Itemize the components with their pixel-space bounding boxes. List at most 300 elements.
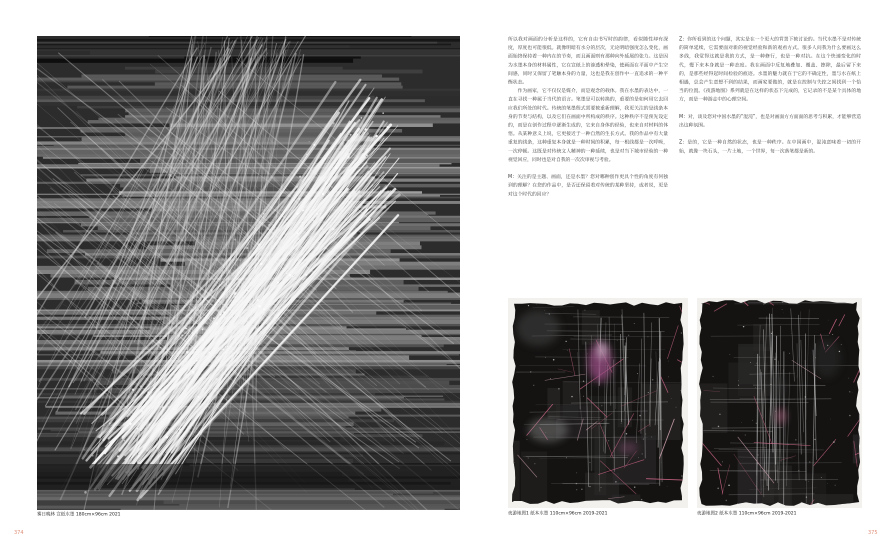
ink-speck	[296, 186, 298, 188]
ink-speck	[289, 274, 292, 277]
ink-speck	[263, 308, 265, 310]
ink-speck	[806, 496, 807, 497]
ink-speck	[798, 470, 799, 471]
ink-speck	[321, 228, 323, 230]
ink-speck	[304, 168, 305, 169]
ink-speck	[642, 453, 643, 454]
ink-speck	[366, 154, 368, 156]
ink-speck	[148, 392, 149, 393]
column-1-paragraph: 所以我对画面的分析是这样的，它有自由书写时的韵律，看似随性却有深度，厚度也可能很低。就像明暗有水分的层次，无论明暗强度怎么变化，画面始终保持着一种内在的节奏，而且画面则有那种向外延展的张力。这是因为水墨本身的材料属性，它在宣纸上的渗透和晕染，使画面在平面中产生空间感，同时又保留了笔触本身的力量，这也是我在创作中一直追求的一种平衡状态。	[508, 36, 668, 86]
ink-speck	[306, 154, 308, 156]
ink-speck	[215, 378, 217, 380]
ink-speck	[179, 428, 181, 430]
ink-speck	[332, 122, 334, 124]
ink-speck	[164, 338, 165, 339]
ink-band	[37, 48, 460, 49]
ink-speck	[728, 485, 730, 487]
ink-speck	[366, 148, 368, 150]
ink-speck	[204, 378, 205, 379]
ink-speck	[830, 419, 831, 420]
ink-speck	[142, 420, 143, 421]
ink-band	[37, 42, 437, 44]
ink-speck	[643, 439, 644, 440]
ink-speck	[382, 112, 384, 114]
ink-speck	[141, 410, 143, 412]
ink-speck	[173, 408, 175, 410]
ink-patch	[699, 383, 727, 433]
column-2-question: M：对，谈及您对中国水墨的“混沌”，也是对画面方方面面的思考与积累，才能够营造出这种氛围。	[679, 113, 861, 129]
ink-band	[192, 45, 350, 48]
ink-speck	[725, 500, 727, 502]
ink-speck	[319, 235, 320, 236]
ink-speck	[213, 317, 215, 319]
ink-speck	[260, 263, 263, 266]
ink-speck	[92, 455, 94, 457]
ink-speck	[305, 168, 306, 169]
ink-speck	[245, 337, 246, 338]
ink-band	[125, 115, 440, 118]
ink-speck	[237, 353, 238, 354]
ink-patch	[521, 452, 547, 508]
ink-speck	[651, 436, 652, 437]
ink-speck	[287, 279, 289, 281]
ink-speck	[129, 423, 131, 425]
ink-speck	[296, 212, 299, 215]
ink-speck	[258, 243, 261, 246]
ink-speck	[221, 275, 222, 276]
ink-speck	[808, 481, 809, 482]
ink-speck	[757, 463, 758, 464]
ink-speck	[138, 441, 139, 442]
column-2-answer: Z：你所看到的这个问题，其实是在一个更大的背景下被讨论的。当代水墨不是对传统的简单延续，它需要面对新的视觉经验和新的观看方式。很多人问我为什么要画这么多线，我觉得这就是我的方式，是一种修行，也是一种对抗。在这个快速变化的时代，慢下来本身就是一种态度。我在画面中反复地叠加、覆盖、擦除，最后留下来的，是那些经得起时间检验的痕迹。水墨的魅力就在于它的不确定性，墨与水在纸上相遇，总会产生意想不到的结果，而画家要做的，就是在控制与失控之间找到一个恰当的位置。《夜游地图》系列就是在这样的状态下完成的，它记录的不是某个具体的地方，而是一种游走中的心理空间。	[679, 36, 861, 103]
ink-speck	[671, 398, 672, 399]
ink-speck	[533, 385, 534, 386]
ink-patch	[563, 381, 579, 419]
ink-speck	[809, 319, 810, 320]
ink-speck	[323, 231, 324, 232]
ink-speck	[289, 251, 290, 252]
ink-speck	[320, 213, 321, 214]
ink-patch	[613, 436, 656, 484]
ink-speck	[267, 273, 269, 275]
ink-speck	[668, 361, 669, 362]
ink-speck	[763, 486, 764, 487]
artwork-night-map-2-caption: 夜游地图2 纸本水墨 110cm×96cm 2019-2021	[697, 511, 797, 516]
ink-speck	[608, 440, 609, 441]
ink-speck	[833, 441, 835, 443]
ink-speck	[681, 332, 683, 334]
artwork-night-map-2	[697, 298, 862, 508]
ink-speck	[286, 273, 287, 274]
ink-speck	[652, 379, 654, 381]
ink-speck	[763, 303, 764, 304]
ink-speck	[789, 353, 790, 354]
ink-speck	[223, 302, 224, 303]
ink-speck	[348, 156, 350, 158]
ink-speck	[576, 489, 577, 490]
ink-speck	[634, 486, 635, 487]
ink-speck	[210, 331, 211, 332]
ink-speck	[234, 238, 236, 240]
ink-speck	[299, 176, 301, 178]
ink-speck	[185, 328, 187, 330]
artwork-main-caption: 雾日晚林 宣纸水墨 180cm×96cm 2021	[37, 512, 121, 517]
ink-speck	[105, 454, 106, 455]
ink-band	[37, 419, 394, 422]
ink-speck	[297, 232, 299, 234]
text-column-1	[508, 35, 668, 207]
ink-speck	[621, 423, 622, 424]
artwork-night-map-1-caption: 夜游地图1 纸本水墨 110cm×96cm 2019-2021	[508, 511, 608, 516]
ink-speck	[239, 278, 241, 280]
ink-speck	[215, 333, 217, 335]
ink-speck	[771, 333, 772, 334]
ink-speck	[722, 461, 723, 462]
ink-speck	[565, 341, 566, 342]
ink-speck	[601, 487, 602, 488]
ink-speck	[821, 477, 822, 478]
ink-speck	[109, 423, 110, 424]
ink-speck	[514, 462, 515, 463]
ink-speck	[782, 309, 783, 310]
ink-speck	[530, 371, 531, 372]
ink-speck	[638, 457, 639, 458]
ink-speck	[225, 346, 226, 347]
ink-speck	[97, 454, 98, 455]
ink-speck	[828, 483, 829, 484]
ink-speck	[526, 439, 527, 440]
ink-speck	[263, 209, 264, 210]
ink-speck	[550, 378, 551, 379]
ink-speck	[528, 458, 529, 459]
ink-speck	[298, 197, 300, 199]
ink-speck	[247, 301, 248, 302]
ink-speck	[194, 363, 195, 364]
ink-speck	[340, 152, 341, 153]
ink-patch	[547, 388, 560, 419]
ink-speck	[745, 434, 746, 435]
ink-speck	[148, 424, 150, 426]
ink-blob	[776, 408, 786, 424]
ink-speck	[667, 486, 668, 487]
ink-speck	[209, 352, 210, 353]
column-1-paragraph: 作为画家，它不仅仅是媒介，而是观念的载体。我在水墨的表达中，一直在寻找一种属于当代的语言。笔墨是可以转换的，重要的是如何用它去回应我们所处的时代。传统的笔墨程式需要被重新理解，我更关注的是线条本身的节奏与结构，以及它们在画面中所构成的秩序。这种秩序不是预先设定的，而是在创作过程中逐渐生成的，它来自身体的经验，也来自对材料的体悟。从某种意义上说，它更接近于一种自然的生长方式。我的作品中有大量重复的线条，这种重复本身就是一种时间的积累，每一根线都是一次呼吸，一次停顿。这既是对传统文人精神的一种延续，也是对当下城市经验的一种视觉回应，同时也是对自我的一次次审视与考验。	[508, 88, 668, 163]
ink-speck	[713, 376, 714, 377]
ink-speck	[827, 345, 828, 346]
ink-speck	[788, 444, 789, 445]
ink-speck	[104, 425, 105, 426]
column-1-question: M：关注的是主题、画面，还是水墨？您对哪种创作更具个性的角度有何独到的理解？在您的作品中，是否还保留着对传统的某种坚持，或者说，更是对这个时代的回应？	[508, 174, 668, 197]
ink-speck	[297, 249, 298, 250]
ink-speck	[202, 388, 203, 389]
ink-speck	[263, 296, 264, 297]
ink-speck	[832, 334, 833, 335]
ink-speck	[324, 182, 327, 185]
ink-speck	[628, 335, 629, 336]
ink-speck	[770, 384, 771, 385]
ink-speck	[756, 363, 757, 364]
ink-speck	[250, 305, 251, 306]
ink-speck	[553, 359, 555, 361]
ink-speck	[566, 457, 567, 458]
ink-speck	[738, 380, 739, 381]
ink-speck	[534, 463, 535, 464]
ink-speck	[124, 440, 125, 441]
ink-speck	[163, 409, 164, 410]
ink-speck	[224, 334, 225, 335]
ink-speck	[835, 485, 836, 486]
ink-speck	[186, 351, 189, 354]
ink-speck	[650, 401, 651, 402]
ink-speck	[290, 261, 291, 262]
ink-speck	[795, 439, 796, 440]
ink-speck	[581, 489, 582, 490]
ink-speck	[84, 449, 85, 450]
ink-band	[37, 433, 354, 434]
ink-speck	[292, 276, 293, 277]
ink-speck	[585, 310, 586, 311]
ink-speck	[217, 367, 218, 368]
ink-speck	[246, 247, 248, 249]
ink-speck	[138, 455, 141, 458]
ink-speck	[365, 128, 367, 130]
ink-speck	[134, 394, 136, 396]
ink-speck	[601, 405, 602, 406]
ink-blob	[597, 341, 607, 359]
artwork-night-map-1	[508, 298, 688, 508]
ink-speck	[115, 437, 116, 438]
ink-speck	[352, 138, 353, 139]
ink-band	[149, 36, 411, 37]
ink-blob	[813, 338, 841, 378]
ink-speck	[752, 420, 753, 421]
ink-speck	[302, 209, 304, 211]
ink-speck	[219, 314, 221, 316]
ink-speck	[129, 463, 130, 464]
ink-speck	[332, 228, 334, 230]
ink-speck	[322, 193, 324, 195]
artwork-main-ink-painting	[37, 36, 460, 510]
ink-speck	[717, 488, 719, 490]
ink-speck	[676, 407, 677, 408]
ink-speck	[639, 415, 640, 416]
column-2-answer: Z：是的，它是一种自然的状态，也是一种秩序。在中国画中，混沌意味着一切的开始，就像一块石头，一片土地，一个世界，每一次落笔都是新的。	[679, 139, 861, 154]
ink-speck	[160, 347, 161, 348]
ink-speck	[198, 396, 199, 397]
ink-band	[37, 90, 460, 91]
ink-band	[37, 194, 460, 195]
ink-band	[37, 49, 460, 50]
ink-band	[194, 403, 460, 406]
ink-speck	[324, 158, 326, 160]
ink-speck	[316, 213, 318, 215]
ink-speck	[327, 186, 328, 187]
ink-speck	[387, 126, 389, 128]
ink-speck	[648, 392, 649, 393]
ink-speck	[350, 134, 352, 136]
ink-speck	[750, 362, 751, 363]
ink-speck	[805, 396, 806, 397]
text-column-2	[679, 35, 861, 164]
ink-speck	[782, 302, 783, 303]
ink-speck	[196, 360, 197, 361]
ink-speck	[350, 150, 351, 151]
ink-speck	[263, 213, 265, 215]
ink-light-band	[37, 490, 460, 510]
ink-speck	[730, 354, 731, 355]
ink-speck	[647, 336, 648, 337]
ink-speck	[305, 274, 307, 276]
ink-band	[37, 91, 460, 95]
ink-speck	[268, 224, 270, 226]
ink-speck	[756, 423, 757, 424]
ink-speck	[738, 385, 739, 386]
ink-speck	[347, 192, 348, 193]
ink-speck	[641, 499, 642, 500]
ink-speck	[262, 312, 264, 314]
ink-speck	[201, 328, 203, 330]
ink-speck	[133, 437, 135, 439]
ink-speck	[718, 426, 720, 428]
ink-speck	[342, 203, 343, 204]
ink-speck	[576, 472, 577, 473]
ink-blob	[769, 374, 785, 402]
ink-speck	[277, 281, 279, 283]
page-number-right: 375	[868, 530, 878, 536]
ink-speck	[814, 439, 815, 440]
ink-speck	[758, 455, 759, 456]
ink-patch	[582, 310, 600, 345]
ink-speck	[849, 391, 850, 392]
ink-speck	[170, 378, 171, 379]
ink-speck	[234, 292, 237, 295]
ink-speck	[343, 187, 344, 188]
ink-speck	[743, 326, 744, 327]
ink-speck	[322, 217, 324, 219]
ink-shadow-band	[37, 464, 460, 490]
ink-speck	[209, 292, 210, 293]
ink-speck	[267, 267, 268, 268]
ink-speck	[239, 267, 240, 268]
ink-speck	[558, 388, 560, 390]
ink-speck	[159, 342, 161, 344]
ink-speck	[157, 371, 159, 373]
ink-line	[711, 402, 809, 403]
ink-speck	[841, 344, 842, 345]
ink-speck	[247, 290, 248, 291]
ink-speck	[583, 380, 585, 382]
ink-speck	[192, 371, 195, 374]
ink-speck	[589, 486, 590, 487]
ink-speck	[315, 206, 316, 207]
ink-speck	[719, 414, 720, 415]
ink-speck	[298, 238, 300, 240]
ink-speck	[137, 428, 138, 429]
ink-speck	[587, 353, 588, 354]
ink-speck	[576, 483, 577, 484]
ink-speck	[223, 311, 225, 313]
ink-band	[67, 86, 402, 89]
ink-speck	[117, 455, 119, 457]
ink-band	[98, 118, 460, 120]
ink-speck	[626, 433, 628, 435]
ink-speck	[809, 462, 810, 463]
ink-speck	[335, 166, 338, 169]
ink-speck	[590, 462, 591, 463]
ink-speck	[567, 350, 568, 351]
ink-speck	[235, 354, 236, 355]
ink-speck	[162, 407, 164, 409]
ink-speck	[313, 144, 315, 146]
ink-speck	[849, 415, 851, 417]
ink-speck	[127, 453, 128, 454]
ink-speck	[172, 355, 173, 356]
ink-speck	[193, 325, 194, 326]
ink-speck	[528, 305, 529, 306]
ink-speck	[774, 359, 775, 360]
ink-speck	[197, 354, 199, 356]
ink-speck	[668, 376, 669, 377]
ink-speck	[848, 378, 849, 379]
ink-speck	[187, 426, 189, 428]
ink-speck	[202, 339, 204, 341]
ink-speck	[376, 135, 377, 136]
ink-speck	[261, 308, 262, 309]
ink-blob	[528, 418, 568, 442]
ink-speck	[637, 373, 638, 374]
ink-speck	[546, 432, 547, 433]
ink-speck	[646, 434, 647, 435]
ink-speck	[127, 425, 129, 427]
ink-speck	[234, 296, 236, 298]
ink-speck	[681, 475, 683, 477]
ink-speck	[839, 351, 840, 352]
ink-speck	[338, 174, 339, 175]
ink-speck	[221, 292, 222, 293]
ink-speck	[617, 340, 618, 341]
ink-speck	[615, 481, 616, 482]
ink-speck	[775, 411, 776, 412]
ink-speck	[269, 258, 270, 259]
ink-speck	[741, 422, 742, 423]
ink-speck	[571, 396, 572, 397]
ink-blob	[618, 442, 638, 454]
ink-band	[37, 136, 460, 137]
ink-speck	[214, 281, 215, 282]
ink-speck	[275, 262, 276, 263]
ink-band	[37, 39, 460, 42]
ink-speck	[327, 189, 329, 191]
ink-band	[37, 441, 444, 445]
ink-speck	[733, 430, 734, 431]
ink-speck	[165, 436, 168, 439]
ink-speck	[181, 334, 183, 336]
ink-speck	[257, 299, 259, 301]
ink-speck	[583, 396, 584, 397]
ink-speck	[545, 357, 546, 358]
ink-speck	[634, 323, 635, 324]
ink-speck	[140, 385, 142, 387]
ink-speck	[549, 313, 550, 314]
ink-speck	[815, 357, 816, 358]
ink-speck	[117, 414, 118, 415]
ink-speck	[361, 117, 363, 119]
ink-blob	[516, 310, 560, 346]
ink-band	[78, 37, 460, 39]
ink-speck	[215, 322, 217, 324]
ink-speck	[755, 387, 756, 388]
ink-speck	[309, 141, 310, 142]
